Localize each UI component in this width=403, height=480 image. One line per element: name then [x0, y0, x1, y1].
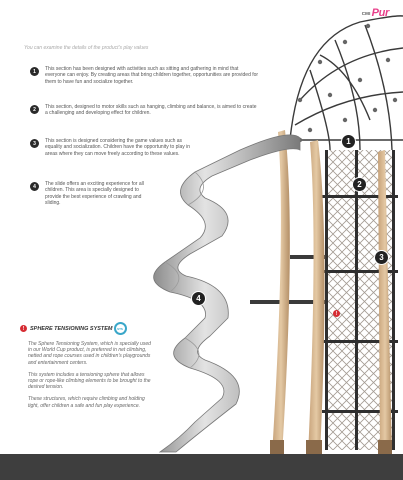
warning-icon: !	[20, 325, 27, 332]
tension-marker-icon: !	[333, 310, 340, 317]
footer-bar	[0, 454, 403, 480]
number-badge: 4	[30, 182, 39, 191]
number-badge: 3	[30, 139, 39, 148]
intro-text: You can examine the details of the product's play values	[24, 45, 149, 51]
brand-logo	[362, 7, 389, 19]
dome-net	[290, 16, 403, 150]
callout-1: 1	[341, 134, 356, 149]
feature-description: This section has been designed with activities such as sitting and gathering in mind that everyone can enjoy. By creating areas that bring children together, opportunities are provided for them to have fun and socialize together.	[45, 66, 259, 85]
sphere-paragraph-3: These structures, which require climbing and holding tight, offer children a safe and fun play experience.	[28, 396, 145, 409]
callout-2: 2	[352, 177, 367, 192]
feature-item-3	[30, 138, 200, 157]
feature-description: This section is designed considering the game values such as equality and socialization. Children have the opportunity to play in areas where they can move freely according to these values.	[45, 138, 191, 157]
sphere-paragraph-2: This system includes a tensioning sphere that allows rope or rope-like climbing elements to be brought to the desired tension.	[28, 371, 151, 391]
feature-description: The slide offers an exciting experience for all children. This area is specially designed to provide the best experience of crawling and sliding.	[45, 181, 144, 206]
callout-3: 3	[374, 250, 389, 265]
feature-item-1	[30, 66, 260, 85]
sts-badge-icon: STS	[114, 322, 127, 335]
sphere-title: SPHERE TENSIONING SYSTEM	[30, 325, 113, 332]
feature-description: This section, designed to motor skills such as hanging, climbing and balance, is aimed to create a challenging and developing effect for children.	[45, 104, 257, 117]
sphere-header	[20, 322, 155, 335]
feature-item-4	[30, 181, 150, 206]
number-badge: 1	[30, 67, 39, 76]
sphere-paragraph-1: The Sphere Tensioning System, which is specially used in our World Cup product, is preferred in net climbing, netted and rope courses used in children's playgrounds and entertainment centers.	[28, 341, 151, 366]
callout-4: 4	[191, 291, 206, 306]
logo-small-text: CMI	[361, 10, 371, 16]
sphere-tensioning-section	[20, 322, 155, 409]
feature-item-2	[30, 104, 260, 117]
number-badge: 2	[30, 105, 39, 114]
logo-big-text: Pur	[371, 7, 389, 19]
